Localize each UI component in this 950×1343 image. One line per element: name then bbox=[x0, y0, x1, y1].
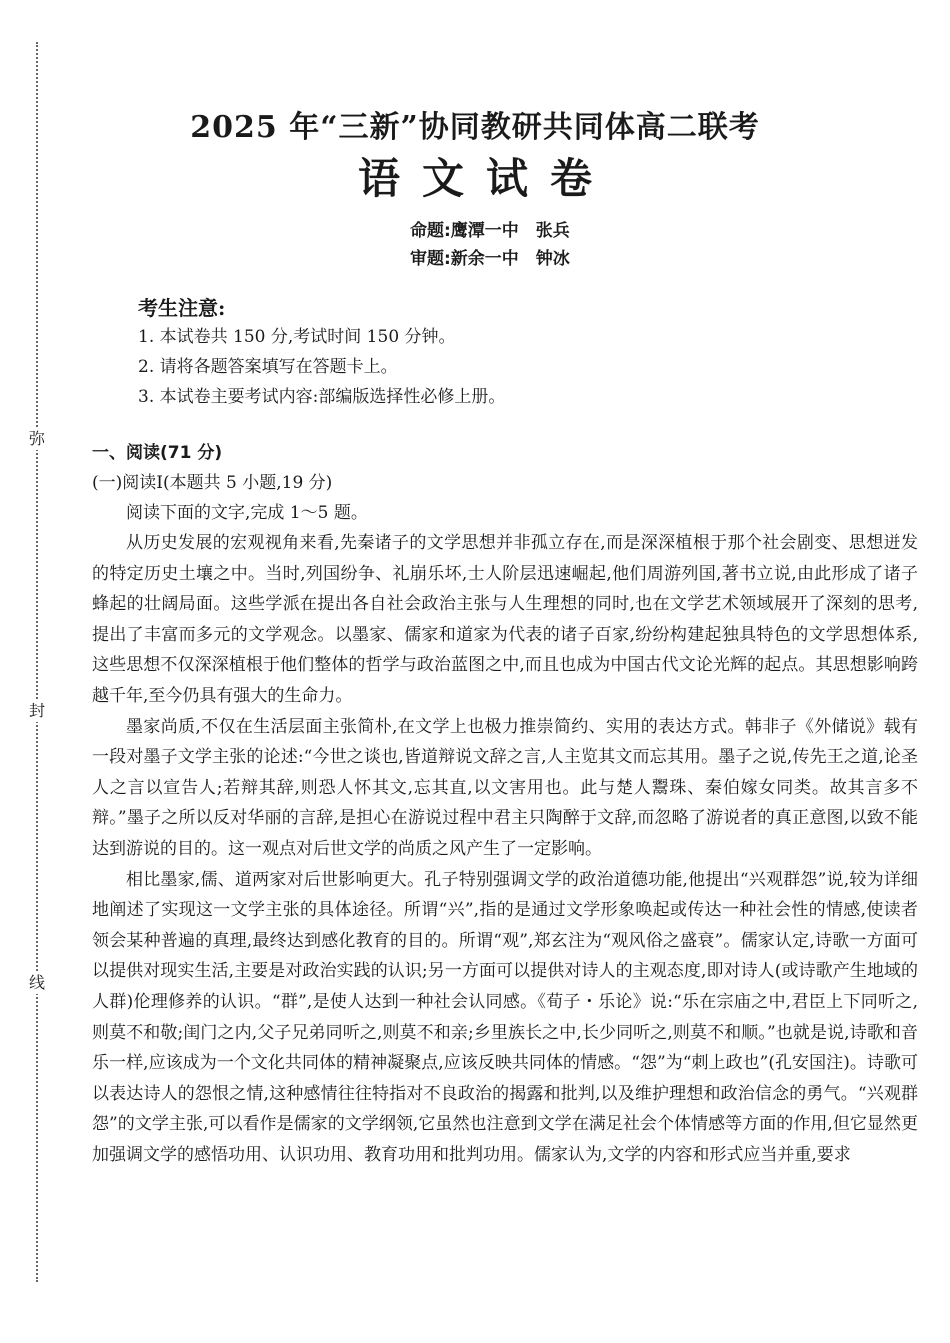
binding-mark-feng: 封 bbox=[26, 700, 48, 722]
proposer-credit: 命题:鹰潭一中 张兵 bbox=[410, 221, 570, 241]
binding-mark-xian: 线 bbox=[26, 972, 48, 994]
passage-paragraph: 从历史发展的宏观视角来看,先秦诸子的文学思想并非孤立存在,而是深深植根于那个社会剧变、思想迸发的特定历史土壤之中。当时,列国纷争、礼崩乐坏,士人阶层迅速崛起,他们周游列国,著书立说,由此形成了诸子蜂起的壮阔局面。这些学派在提出各自社会政治主张与人生理想的同时,也在文学艺术领域展开了深刻的思考,提出了丰富而多元的文学观念。以墨家、儒家和道家为代表的诸子百家,纷纷构建起独具特色的文学思想体系,这些思想不仅深深植根于他们整体的哲学与政治蓝图之中,而且也成为中国古代文论光辉的起点。其思想影响跨越千年,至今仍具有强大的生命力。 bbox=[92, 533, 918, 706]
reading-instruction: 阅读下面的文字,完成 1～5 题。 bbox=[126, 503, 368, 523]
notice-item: 2. 请将各题答案填写在答题卡上。 bbox=[138, 357, 398, 377]
passage-paragraph: 相比墨家,儒、道两家对后世影响更大。孔子特别强调文学的政治道德功能,他提出“兴观群怨”说,较为详细地阐述了实现这一文学主张的具体途径。所谓“兴”,指的是通过文学形象唤起或传达一种社会性的情感,使读者领会某种普遍的真理,最终达到感化教育的目的。所谓“观”,郑玄注为“观风俗之盛衰”。儒家认定,诗歌一方面可以提供对现实生活,主要是对政治实践的认识;另一方面可以提供对诗人的主观态度,即对诗人(或诗歌产生地域的人群)伦理修养的认识。“群”,是使人达到一种社会认同感。《荀子・乐论》说:“乐在宗庙之中,君臣上下同听之,则莫不和敬;闺门之内,父子兄弟同听之,则莫不和亲;乡里族长之中,长少同听之,则莫不和顺。”也就是说,诗歌和音乐一样,应该成为一个文化共同体的精神凝聚点,应该反映共同体的情感。“怨”为“刺上政也”(孔安国注)。诗歌可以表达诗人的怨恨之情,这种感情往往特指对不良政治的揭露和批判,以及维护理想和政治信念的勇气。“兴观群怨”的文学主张,可以看作是儒家的文学纲领,它虽然也注意到文学在满足社会个体情感等方面的作用,但它显然更加强调文学的感悟功用、认识功用、教育功用和批判功用。儒家认为,文学的内容和形式应当并重,要求 bbox=[92, 869, 918, 1165]
passage bbox=[92, 528, 918, 1170]
notice-item: 3. 本试卷主要考试内容:部编版选择性必修上册。 bbox=[138, 387, 506, 407]
exam-subject: 语文试卷 bbox=[357, 154, 614, 203]
binding-line bbox=[36, 42, 38, 1282]
section-title: 一、阅读(71 分) bbox=[92, 443, 223, 463]
notice-heading: 考生注意: bbox=[138, 296, 226, 320]
exam-title: 2025 年“三新”协同教研共同体高二联考 bbox=[190, 110, 760, 145]
notice-item: 1. 本试卷共 150 分,考试时间 150 分钟。 bbox=[138, 327, 456, 347]
subsection-title: (一)阅读Ⅰ(本题共 5 小题,19 分) bbox=[92, 473, 333, 493]
passage-paragraph: 墨家尚质,不仅在生活层面主张简朴,在文学上也极力推崇简约、实用的表达方式。韩非子《外储说》载有一段对墨子文学主张的论述:“今世之谈也,皆道辩说文辞之言,人主览其文而忘其用。墨子之说,传先王之道,论圣人之言以宣告人;若辩其辞,则恐人怀其文,忘其直,以文害用也。此与楚人鬻珠、秦伯嫁女同类。故其言多不辩。”墨子之所以反对华丽的言辞,是担心在游说过程中君主只陶醉于文辞,而忽略了游说者的真正意图,以致不能达到游说的目的。这一观点对后世文学的尚质之风产生了一定影响。 bbox=[92, 716, 918, 859]
binding-mark-mi: 弥 bbox=[26, 428, 48, 450]
reviewer-credit: 审题:新余一中 钟冰 bbox=[410, 249, 570, 269]
